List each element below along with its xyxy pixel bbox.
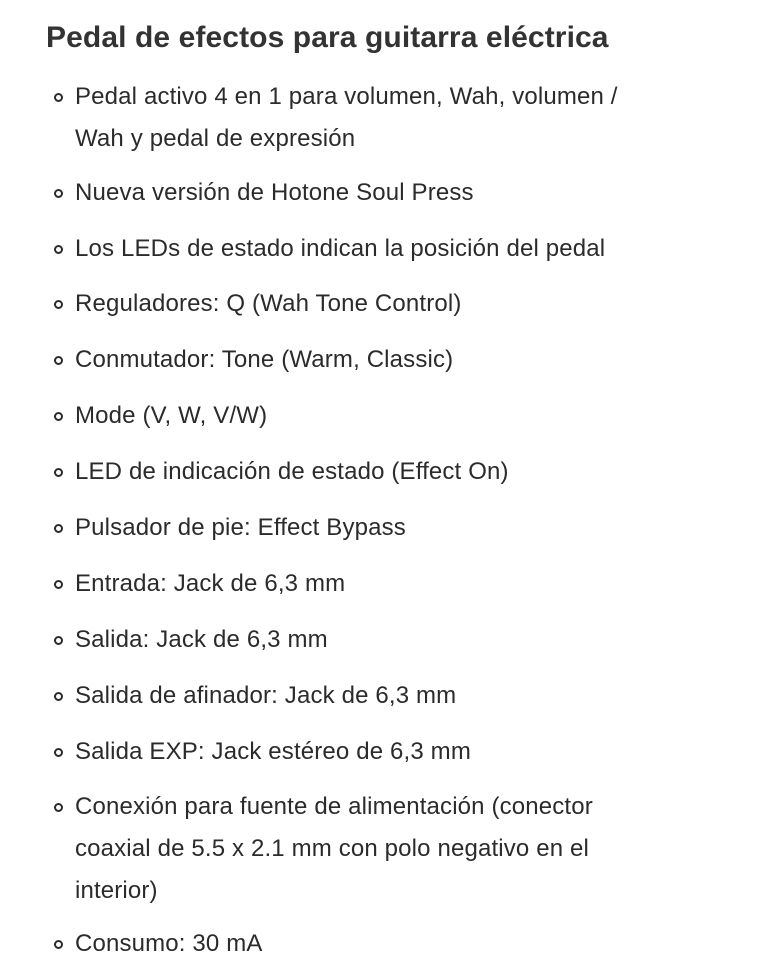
bullet-circle-icon: [54, 940, 63, 949]
bullet-circle-icon: [54, 245, 63, 254]
list-item-line: Salida de afinador: Jack de 6,3 mm: [75, 682, 457, 709]
bullet-circle-icon: [54, 468, 63, 477]
list-item-line: Salida: Jack de 6,3 mm: [75, 626, 328, 653]
list-item-line: LED de indicación de estado (Effect On): [75, 458, 509, 485]
list-item-line: Conexión para fuente de alimentación (conector: [75, 793, 593, 820]
list-item-text: [75, 731, 700, 773]
list-item-line: Consumo: 30 mA: [75, 930, 263, 957]
list-item-line: Pulsador de pie: Effect Bypass: [75, 514, 406, 541]
list-item-line: Pedal activo 4 en 1 para volumen, Wah, volumen /: [75, 83, 618, 110]
bullet-circle-icon: [54, 692, 63, 701]
list-item-line: interior): [75, 877, 158, 904]
bullet-circle-icon: [54, 93, 63, 102]
list-item-line: Reguladores: Q (Wah Tone Control): [75, 290, 462, 317]
list-item-line: Entrada: Jack de 6,3 mm: [75, 570, 346, 597]
list-item-line: Conmutador: Tone (Warm, Classic): [75, 346, 454, 373]
list-item-line: Wah y pedal de expresión: [75, 125, 356, 152]
list-item-line: Nueva versión de Hotone Soul Press: [75, 179, 474, 206]
list-item-text: [75, 339, 700, 381]
list-item-text: [75, 675, 700, 717]
list-item-line: Mode (V, W, V/W): [75, 402, 268, 429]
bullet-circle-icon: [54, 356, 63, 365]
list-item-text: [75, 786, 700, 912]
section-title: Pedal de efectos para guitarra eléctrica: [46, 21, 609, 54]
bullet-circle-icon: [54, 803, 63, 812]
list-item-line: Los LEDs de estado indican la posición del pedal: [75, 235, 606, 262]
list-item-line: Salida EXP: Jack estéreo de 6,3 mm: [75, 738, 471, 765]
bullet-circle-icon: [54, 300, 63, 309]
bullet-circle-icon: [54, 636, 63, 645]
list-item-text: [75, 507, 700, 549]
list-item-text: [75, 451, 700, 493]
list-item-text: [75, 283, 700, 325]
bullet-circle-icon: [54, 524, 63, 533]
list-item-text: [75, 228, 700, 270]
list-item-line: coaxial de 5.5 x 2.1 mm con polo negativo en el: [75, 835, 590, 862]
bullet-circle-icon: [54, 748, 63, 757]
bullet-circle-icon: [54, 189, 63, 198]
list-item-text: [75, 76, 700, 160]
list-item-text: [75, 619, 700, 661]
list-item-text: [75, 172, 700, 214]
bullet-circle-icon: [54, 580, 63, 589]
list-item-text: [75, 395, 700, 437]
bullet-circle-icon: [54, 412, 63, 421]
list-item-text: [75, 923, 700, 965]
list-item-text: [75, 563, 700, 605]
